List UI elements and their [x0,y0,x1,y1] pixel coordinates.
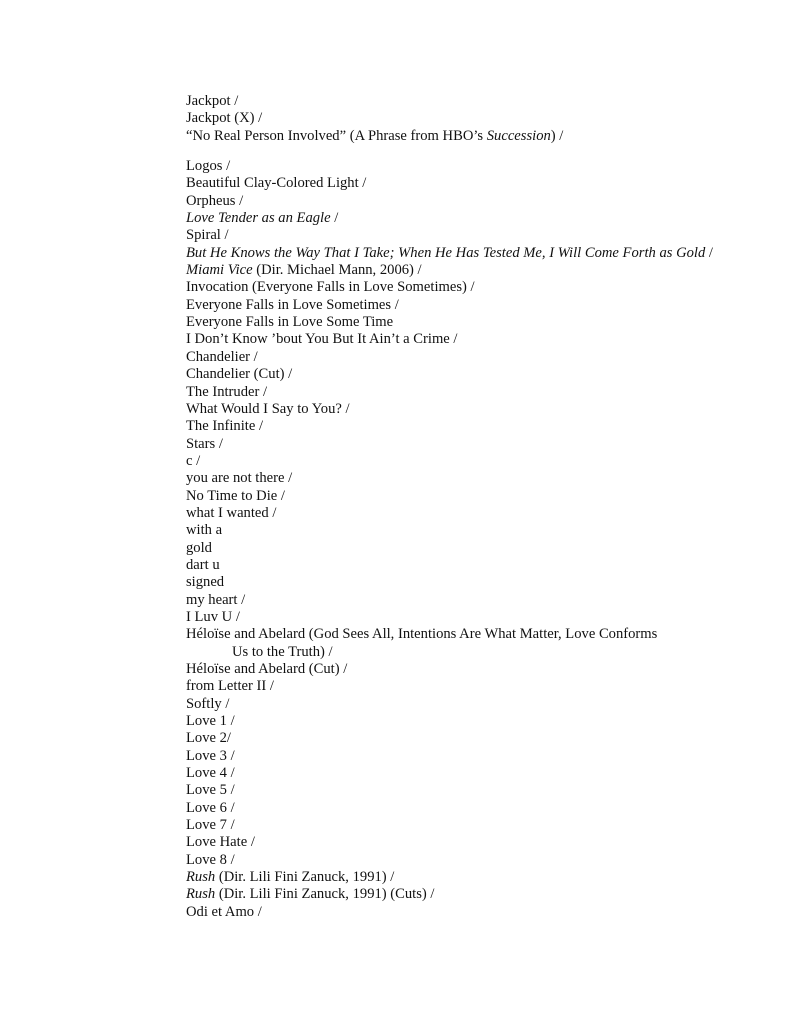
list-item: Beautiful Clay-Colored Light / [186,175,367,192]
list-item-heloise: Héloïse and Abelard (God Sees All, Intentions Are What Matter, Love Conforms [186,626,658,643]
list-item: The Infinite / [186,418,263,435]
list-item-rush [186,869,776,886]
entry-text: “No Real Person Involved” (A Phrase from HBO’s [186,127,487,144]
entry-text: / [330,210,339,227]
entry-text: (Dir. Lili Fini Zanuck, 1991) / [215,869,395,886]
entry-italic: Succession [486,127,551,144]
entry-italic: Love Tender as an Eagle [186,210,331,227]
list-item-succession [186,128,776,145]
list-item: Softly / [186,695,230,712]
entry-text: (Dir. Lili Fini Zanuck, 1991) (Cuts) / [215,886,435,903]
list-item: Love 4 / [186,765,235,782]
list-item: Love 5 / [186,782,235,799]
entry-text: / [705,244,713,261]
list-item: I Luv U / [186,608,240,625]
list-item: Orpheus / [186,192,244,209]
list-item: Love Hate / [186,834,255,851]
list-item: Love 8 / [186,851,235,868]
contents-list [186,93,776,921]
list-item: dart u [186,556,220,573]
list-item: Spiral / [186,227,229,244]
list-item: you are not there / [186,470,293,487]
list-item: Jackpot / [186,93,239,109]
list-item-but-he-knows [186,245,776,262]
entry-italic: Rush [186,869,216,886]
list-item: Invocation (Everyone Falls in Love Sometimes) / [186,279,475,296]
list-item: signed [186,574,225,591]
list-item-heloise-continuation: Us to the Truth) / [232,643,333,660]
list-item-love-tender [186,210,776,227]
list-item: gold [186,539,212,556]
list-item: The Intruder / [186,383,268,400]
list-item: What Would I Say to You? / [186,400,350,417]
list-item: No Time to Die / [186,487,285,504]
list-item: Everyone Falls in Love Sometimes / [186,296,399,313]
section-gap [186,145,776,158]
list-item: with a [186,522,223,539]
list-group [186,661,776,869]
list-item: Love 3 / [186,747,235,764]
list-item: what I wanted / [186,504,277,521]
list-item: Everyone Falls in Love Some Time [186,314,394,331]
list-item: I Don’t Know ’bout You But It Ain’t a Crime / [186,331,458,348]
list-item: Odi et Amo / [186,903,262,920]
list-item: c / [186,452,201,469]
entry-italic: But He Knows the Way That I Take; When He Has Tested Me, I Will Come Forth as Gold [186,244,706,261]
list-item: from Letter II / [186,678,274,695]
list-item: Héloïse and Abelard (Cut) / [186,661,348,677]
list-group [186,279,776,626]
entry-italic: Rush [186,886,216,903]
list-item: Stars / [186,435,223,452]
list-item: my heart / [186,591,246,608]
entry-text: ) / [550,127,564,144]
list-item-rush-cuts [186,886,776,903]
entry-text: (Dir. Michael Mann, 2006) / [252,262,422,279]
list-item: Love 2/ [186,730,231,747]
list-item: Chandelier (Cut) / [186,366,293,383]
list-item: Love 1 / [186,713,235,730]
list-item: Love 7 / [186,817,235,834]
list-item: Logos / [186,158,231,175]
list-item: Chandelier / [186,348,258,365]
list-item: Love 6 / [186,799,235,816]
list-item: Jackpot (X) / [186,110,263,127]
entry-italic: Miami Vice [186,262,253,279]
list-item-miami-vice [186,262,776,279]
